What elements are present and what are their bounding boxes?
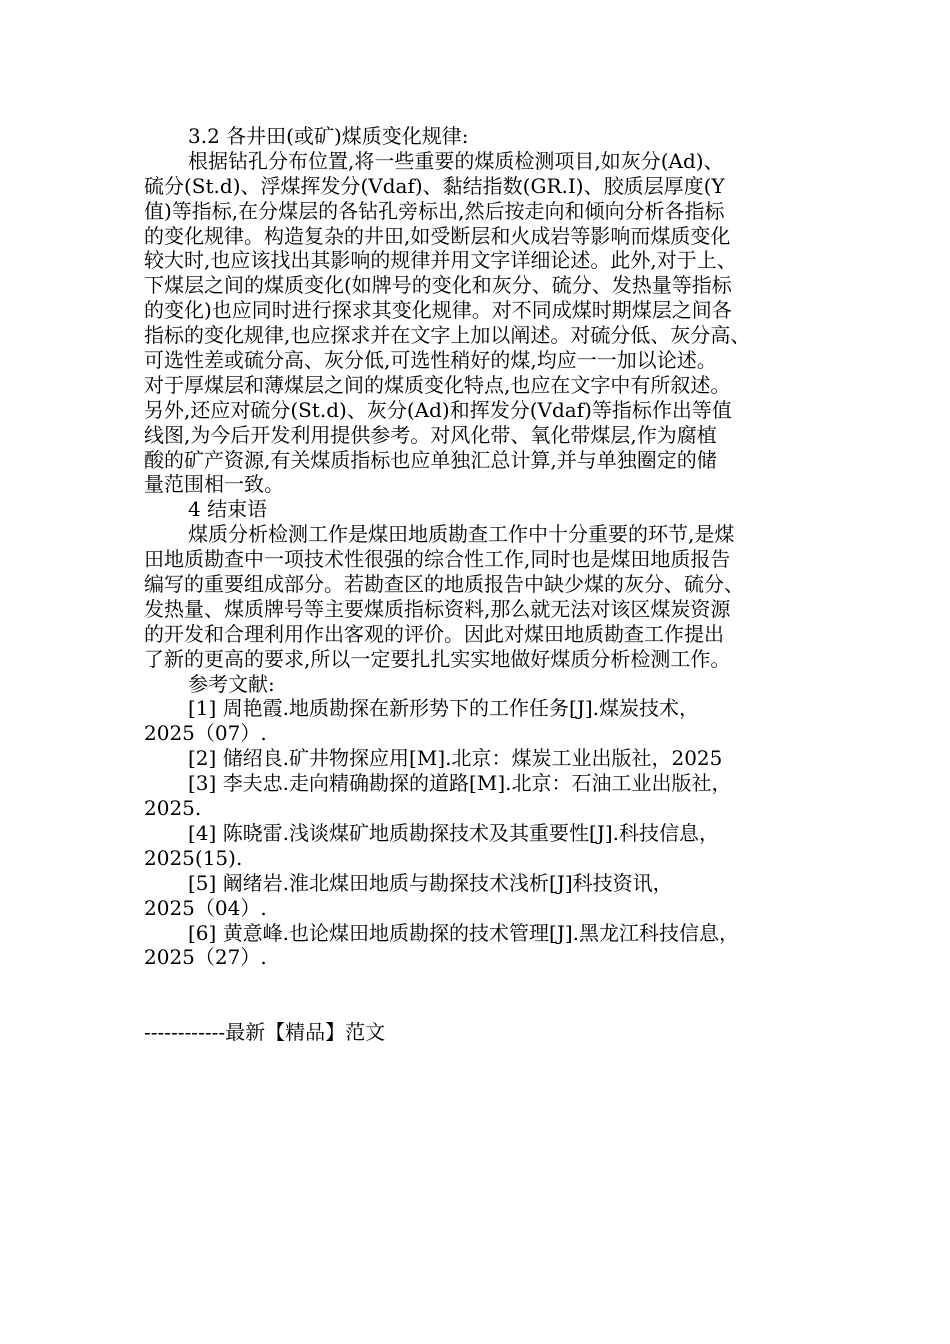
text-line: [5] 阚绪岩.淮北煤田地质与勘探技术浅析[J]科技资讯， xyxy=(188,870,673,895)
text-line: 较大时,也应该找出其影响的规律并用文字详细论述。此外,对于上、 xyxy=(144,248,737,273)
text-line: 下煤层之间的煤质变化(如牌号的变化和灰分、硫分、发热量等指标 xyxy=(144,273,732,298)
text-line: 另外,还应对硫分(St.d)、灰分(Ad)和挥发分(Vdaf)等指标作出等值 xyxy=(144,397,732,422)
text-line: 了新的更高的要求,所以一定要扎扎实实地做好煤质分析检测工作。 xyxy=(144,646,731,671)
text-line: 可选性差或硫分高、灰分低,可选性稍好的煤,均应一一加以论述。 xyxy=(144,348,717,373)
text-line: 3.2 各井田(或矿)煤质变化规律: xyxy=(188,124,469,148)
text-line: 田地质勘查中一项技术性很强的综合性工作,同时也是煤田地质报告 xyxy=(144,547,731,572)
text-line: 值)等指标,在分煤层的各钻孔旁标出,然后按走向和倾向分析各指标 xyxy=(144,198,725,223)
text-line: 量范围相一致。 xyxy=(144,472,284,497)
text-line: 煤质分析检测工作是煤田地质勘查工作中十分重要的环节,是煤 xyxy=(188,522,735,547)
text-line: 硫分(St.d)、浮煤挥发分(Vdaf)、黏结指数(GR.I)、胶质层厚度(Y xyxy=(144,173,725,198)
text-line: 线图,为今后开发利用提供参考。对风化带、氧化带煤层,作为腐植 xyxy=(144,422,717,447)
text-line: 根据钻孔分布位置,将一些重要的煤质检测项目,如灰分(Ad)、 xyxy=(188,148,724,173)
text-line: 2025（04）. xyxy=(144,895,267,920)
text-line: 指标的变化规律,也应探求并在文字上加以阐述。对硫分低、灰分高、 xyxy=(144,323,751,348)
text-line: 的变化规律。构造复杂的井田,如受断层和火成岩等影响而煤质变化 xyxy=(144,223,731,248)
text-line: 2025(15). xyxy=(144,845,243,870)
text-line: [4] 陈晓雷.浅谈煤矿地质勘探技术及其重要性[J].科技信息， xyxy=(188,820,720,845)
text-line: 2025（27）. xyxy=(144,945,267,970)
text-line: 的开发和合理利用作出客观的评价。因此对煤田地质勘查工作提出 xyxy=(144,621,724,646)
text-line: [1] 周艳霞.地质勘探在新形势下的工作任务[J].煤炭技术， xyxy=(188,696,700,721)
text-line: 参考文献: xyxy=(188,671,275,696)
text-line: [2] 储绍良.矿井物探应用[M].北京：煤炭工业出版社，2025 xyxy=(188,746,723,771)
document-body xyxy=(144,124,814,970)
text-line: 酸的矿产资源,有关煤质指标也应单独汇总计算,并与单独圈定的储 xyxy=(144,447,717,472)
footer-text: ------------最新【精品】范文 xyxy=(144,1020,386,1044)
text-line: 4 结束语 xyxy=(188,497,268,522)
text-line: 2025（07）. xyxy=(144,721,267,746)
text-line: 发热量、煤质牌号等主要煤质指标资料,那么就无法对该区煤炭资源 xyxy=(144,596,731,621)
text-line: 对于厚煤层和薄煤层之间的煤质变化特点,也应在文字中有所叙述。 xyxy=(144,372,731,397)
text-line: [6] 黄意峰.也论煤田地质勘探的技术管理[J].黑龙江科技信息， xyxy=(188,920,740,945)
text-line: 2025. xyxy=(144,796,202,821)
text-line: 的变化)也应同时进行探求其变化规律。对不同成煤时期煤层之间各 xyxy=(144,298,732,323)
text-line: [3] 李夫忠.走向精确勘探的道路[M].北京：石油工业出版社， xyxy=(188,771,732,796)
text-line: 编写的重要组成部分。若勘查区的地质报告中缺少煤的灰分、硫分、 xyxy=(144,572,744,597)
